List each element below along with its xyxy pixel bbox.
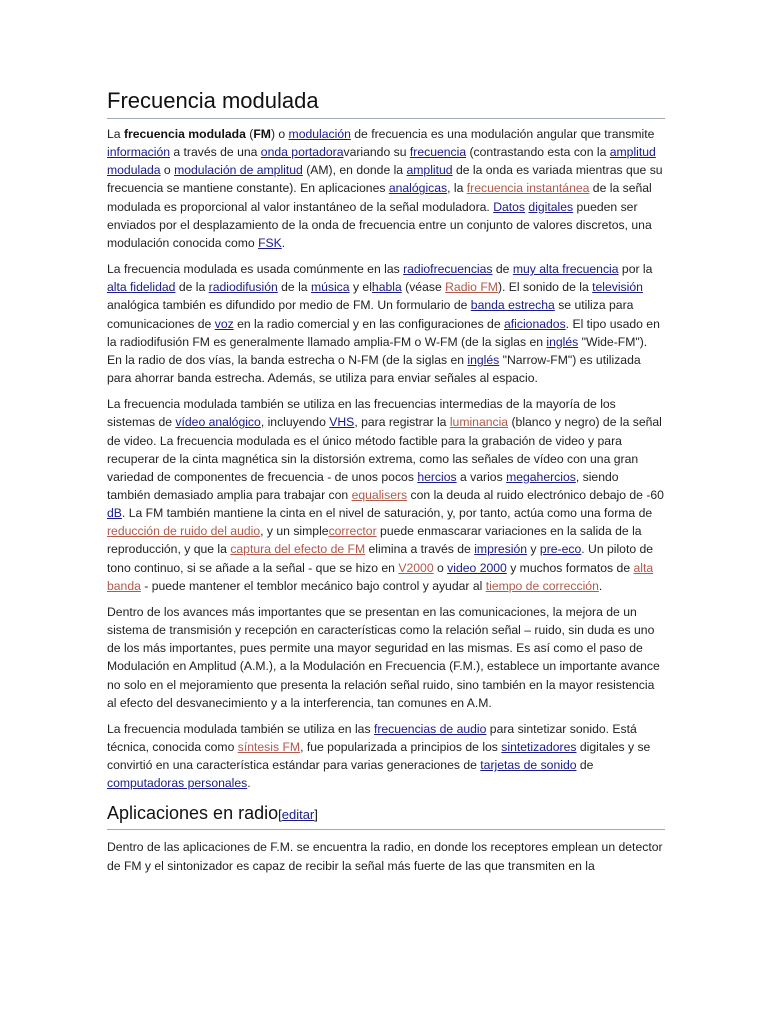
inline-link[interactable]: FSK xyxy=(258,235,282,250)
inline-link[interactable]: alta fidelidad xyxy=(107,280,176,295)
inline-link[interactable]: alta banda xyxy=(107,560,654,593)
inline-link[interactable]: vídeo analógico xyxy=(175,415,261,430)
inline-link[interactable]: Datos xyxy=(493,199,526,214)
inline-link[interactable]: inglés xyxy=(467,352,500,367)
text-run: . La FM también mantiene la cinta en el nivel de saturación, y, por tanto, actúa como una forma de xyxy=(121,506,653,521)
text-run: digitales y se convirtió en una característica estándar para varias generaciones de xyxy=(107,740,651,773)
text-run: . xyxy=(281,235,286,250)
inline-link[interactable]: luminancia xyxy=(449,415,509,430)
text-run: La frecuencia modulada también se utiliza en las xyxy=(107,721,374,736)
article-paragraph xyxy=(107,720,665,793)
inline-link[interactable]: tiempo de corrección xyxy=(485,578,599,593)
text-run: a varios xyxy=(456,469,507,484)
text-run: , y un simple xyxy=(260,524,329,539)
inline-link[interactable]: hercios xyxy=(417,469,457,484)
text-run: de la señal modulada es proporcional al valor instantáneo de la señal moduladora. xyxy=(107,181,652,214)
bold-text: frecuencia modulada xyxy=(123,127,246,141)
inline-link[interactable]: muy alta frecuencia xyxy=(512,262,619,277)
inline-link[interactable]: dB xyxy=(107,506,122,521)
inline-link[interactable]: megahercios xyxy=(506,469,576,484)
text-run: , fue popularizada a principios de los xyxy=(300,740,502,754)
text-run: de frecuencia es una modulación angular que transmite xyxy=(350,127,655,141)
text-run: con la deuda al ruido electrónico debajo de -60 xyxy=(407,487,664,502)
inline-link[interactable]: inglés xyxy=(546,334,579,349)
text-run: se utiliza para comunicaciones de xyxy=(107,298,634,331)
inline-link[interactable]: tarjetas de sonido xyxy=(480,758,577,773)
text-run: (véase xyxy=(401,280,446,295)
text-run: de xyxy=(576,758,594,773)
text-run: Dentro de los avances más importantes que se presentan en las comunicaciones, la mejora de un sistema de transmisión y recepción en características como la relación señal – ruido, sin duda es uno de los más importantes, pues permite una mayor seguridad en las mismas. Es así como el paso de Modulación en Amplitud (A.M.), a la Modulación en Frecuencia (F.M.), establece un importante avance no solo en el mejoramiento que presenta la relación señal ruido, sino también en la mayor resistencia al efecto del desvanecimiento y a la interferencia, tan comunes en A.M. xyxy=(107,604,660,710)
text-run: (blanco y negro) de la señal de video. La frecuencia modulada es el único método factible para la grabación de video y para recuperar de la cinta magnética sin la distorsión extrema, como las señales de vídeo con una gran variedad de componentes de frecuencia - de unos pocos xyxy=(107,415,662,484)
inline-link[interactable]: Radio FM xyxy=(445,280,498,295)
article-content xyxy=(107,86,665,875)
text-run: , siendo también demasiado amplia para trabajar con xyxy=(107,469,619,502)
text-run: de la xyxy=(175,280,209,295)
inline-link[interactable]: modulación xyxy=(288,127,351,141)
inline-link[interactable]: sintetizadores xyxy=(501,740,577,754)
text-run: y xyxy=(527,542,540,557)
text-run: . El tipo usado en la radiodifusión FM es generalmente llamado amplia-FM o W-FM (de la siglas en xyxy=(107,316,660,349)
text-run: . xyxy=(247,776,251,791)
inline-link[interactable]: aficionados xyxy=(504,316,566,331)
text-run: ) o xyxy=(270,127,289,141)
text-run: o xyxy=(433,560,448,575)
text-run: analógica también es difundido por medio de FM. Un formulario de xyxy=(107,298,471,313)
text-run: (contrastando esta con la xyxy=(466,145,610,160)
article-paragraph xyxy=(107,260,665,387)
inline-link[interactable]: corrector xyxy=(328,524,377,539)
inline-link[interactable]: VHS xyxy=(329,415,355,430)
text-run: La xyxy=(107,127,124,141)
article-paragraph xyxy=(107,395,665,595)
article-paragraph xyxy=(107,838,665,874)
text-run: en la radio comercial y en las configuraciones de xyxy=(233,316,504,331)
article-paragraph xyxy=(107,125,665,252)
inline-link[interactable]: información xyxy=(107,145,170,160)
text-run: Dentro de las aplicaciones de F.M. se encuentra la radio, en donde los receptores emplean un detector de FM y el sintonizador es capaz de recibir la señal más fuerte de las que transmiten en la xyxy=(107,840,663,873)
text-run: "Wide-FM"). En la radio de dos vías, la banda estrecha o N-FM (de la siglas en xyxy=(107,334,648,367)
inline-link[interactable]: frecuencia xyxy=(409,145,467,160)
inline-link[interactable]: modulación de amplitud xyxy=(174,163,303,178)
section-edit-bracket: [editar] xyxy=(278,807,318,823)
inline-link[interactable]: video 2000 xyxy=(447,560,507,575)
inline-link[interactable]: radiofrecuencias xyxy=(403,262,493,277)
inline-link[interactable]: V2000 xyxy=(398,560,434,575)
text-run: (AM), en donde la xyxy=(302,163,407,178)
bold-text: FM xyxy=(253,127,271,141)
article-paragraph xyxy=(107,603,665,712)
text-run: de la xyxy=(277,280,311,295)
inline-link[interactable]: amplitud modulada xyxy=(107,145,656,178)
text-run: pueden ser enviados por el desplazamiento de la onda de frecuencia entre un conjunto de valores discretos, una modulación conocida como xyxy=(107,199,652,250)
page-title: Frecuencia modulada xyxy=(107,86,665,119)
inline-link[interactable]: frecuencias de audio xyxy=(373,721,487,736)
inline-link[interactable]: habla xyxy=(371,280,402,295)
inline-link[interactable]: amplitud xyxy=(406,163,453,178)
inline-link[interactable]: radiodifusión xyxy=(208,280,278,295)
inline-link[interactable]: captura del efecto de FM xyxy=(230,542,366,557)
text-run: variando su xyxy=(343,145,410,160)
section-heading-text: Aplicaciones en radio xyxy=(107,803,279,824)
inline-link[interactable]: analógicas xyxy=(388,181,448,196)
inline-link[interactable]: banda estrecha xyxy=(470,298,555,313)
inline-link[interactable]: frecuencia instantánea xyxy=(466,181,590,196)
text-run: . xyxy=(598,578,603,593)
text-run: o xyxy=(160,163,175,178)
text-run: La frecuencia modulada es usada comúnmente en las xyxy=(107,262,404,277)
inline-link[interactable]: síntesis FM xyxy=(237,740,301,754)
text-run: "Narrow-FM") es utilizada para ahorrar banda estrecha. Además, se utiliza para enviar señales al espacio. xyxy=(107,352,641,386)
text-run: ). El sonido de la xyxy=(497,280,593,295)
text-run: de xyxy=(492,262,513,277)
text-run: de la onda es variada mientras que su frecuencia se mantiene constante). En aplicaciones xyxy=(107,163,663,196)
inline-link[interactable]: música xyxy=(310,280,350,295)
inline-link[interactable]: pre-eco xyxy=(539,542,582,557)
text-run: ( xyxy=(245,127,254,141)
inline-link[interactable]: computadoras personales xyxy=(107,776,248,791)
text-run: , la xyxy=(447,181,467,196)
text-run: , para registrar la xyxy=(354,415,450,430)
text-run: elimina a través de xyxy=(365,542,475,557)
section-edit-link[interactable]: editar xyxy=(281,807,315,823)
text-run: - puede mantener el temblor mecánico bajo control y ayudar al xyxy=(140,578,486,593)
section-heading-aplicaciones-en-radio xyxy=(107,800,665,830)
text-run: La frecuencia modulada también se utiliza en las frecuencias intermedias de la mayoría de los sistemas de xyxy=(107,397,616,430)
text-run: para sintetizar sonido. Está técnica, conocida como xyxy=(107,721,637,754)
text-run: . Un piloto de tono continuo, si se añade a la señal - que se hizo en xyxy=(107,542,654,575)
inline-link[interactable]: impresión xyxy=(474,542,528,557)
inline-link[interactable]: voz xyxy=(214,316,234,331)
text-run: y muchos formatos de xyxy=(506,560,634,575)
inline-link[interactable]: equalisers xyxy=(351,487,408,502)
inline-link[interactable]: onda portadora xyxy=(260,145,344,160)
text-run: por la xyxy=(618,262,653,277)
inline-link[interactable]: televisión xyxy=(592,280,643,295)
text-run: y el xyxy=(349,280,372,295)
inline-link[interactable]: digitales xyxy=(528,199,574,214)
inline-link[interactable]: reducción de ruido del audio xyxy=(107,524,261,539)
text-run: , incluyendo xyxy=(260,415,330,430)
text-run: puede enmascarar variaciones en la salida de la reproducción, y que la xyxy=(107,524,642,557)
text-run: a través de una xyxy=(170,145,261,160)
